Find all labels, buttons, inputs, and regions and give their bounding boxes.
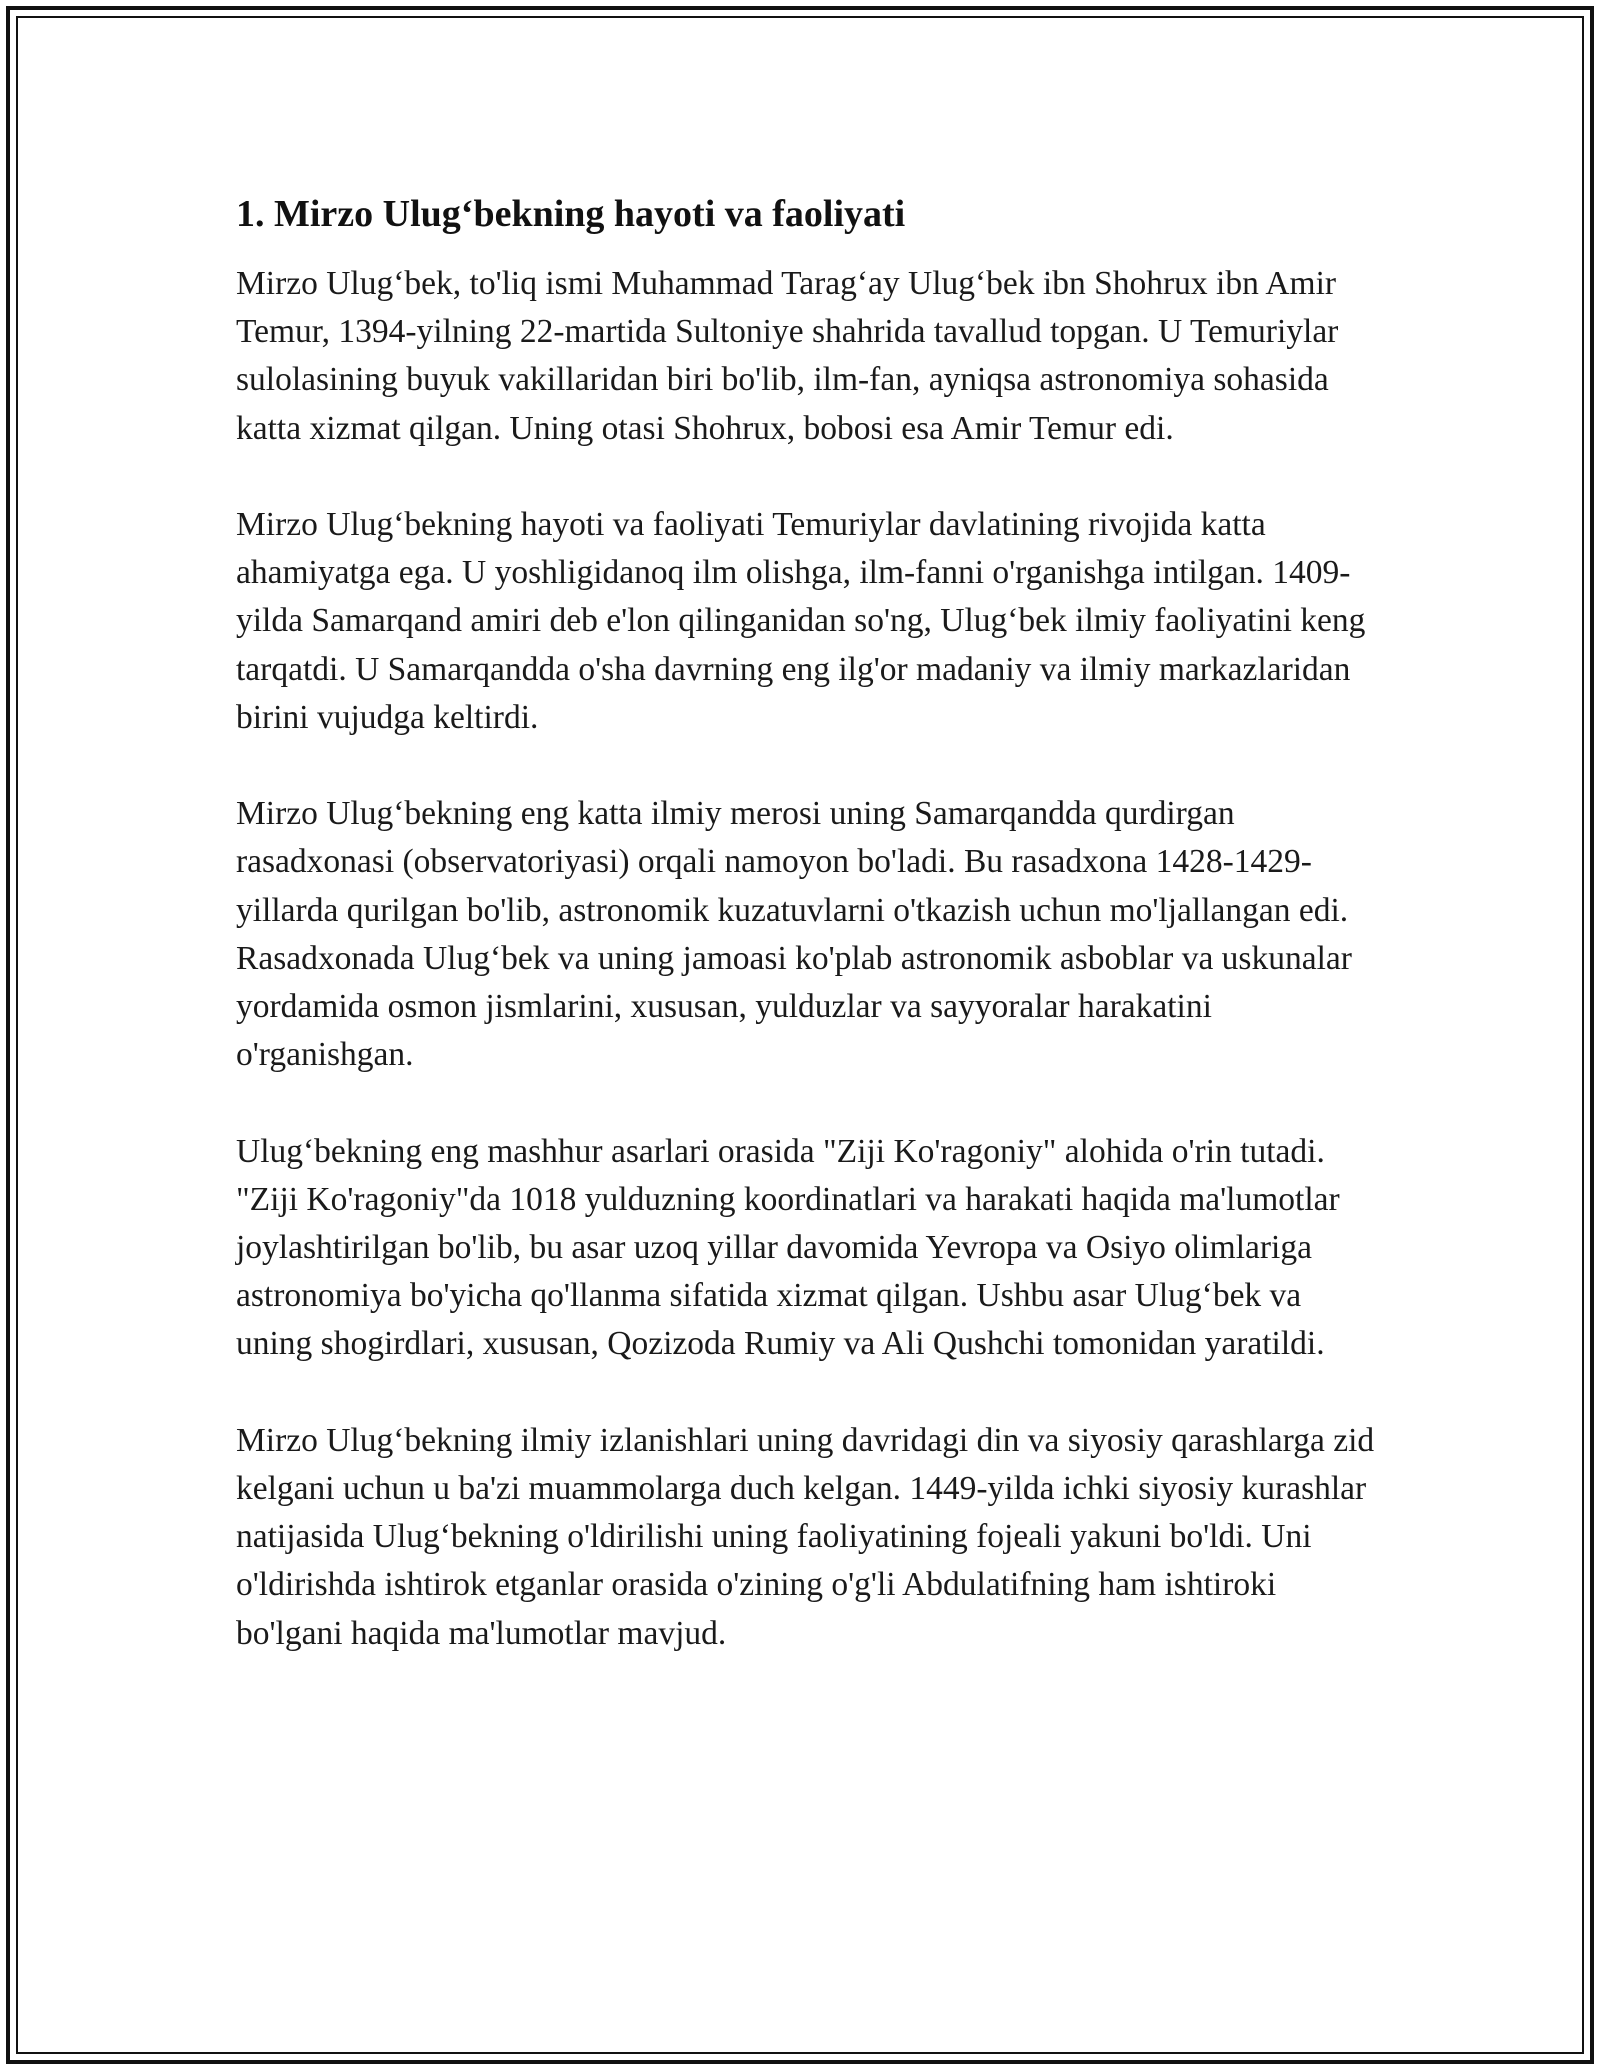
paragraph-observatory: Mirzo Ulug‘bekning eng katta ilmiy merosi uning Samarqandda qurdirgan rasadxonasi (observatoriyasi) orqali namoyon bo'ladi. Bu rasadxona 1428-1429-yillarda qurilgan bo'lib, astronomik kuzatuvlarni o'tkazish uchun mo'ljallangan edi. Rasadxonada Ulug‘bek va uning jamoasi ko'plab astronomik asboblar va uskunalar yordamida osmon jismlarini, xususan, yulduzlar va sayyoralar harakatini o'rganishgan. xyxy=(236,795,1352,1074)
paragraph-death: Mirzo Ulug‘bekning ilmiy izlanishlari uning davridagi din va siyosiy qarashlarga zid kelgani uchun u ba'zi muammolarga duch kelgan. 1449-yilda ichki siyosiy kurashlar natijasida Ulug‘bekning o'ldirilishi uning faoliyatining fojeali yakuni bo'ldi. Uni o'ldirishda ishtirok etganlar orasida o'zining o'g'li Abdulatifning ham ishtiroki bo'lgani haqida ma'lumotlar mavjud. xyxy=(236,1421,1375,1652)
paragraph-ziji-koragoniy: Ulug‘bekning eng mashhur asarlari orasida "Ziji Ko'ragoniy" alohida o'rin tutadi. "Ziji Ko'ragoniy"da 1018 yulduzning koordinatlari va harakati haqida ma'lumotlar joylashtirilgan bo'lib, bu asar uzoq yillar davomida Yevropa va Osiyo olimlariga astronomiya bo'yicha qo'llanma sifatida xizmat qilgan. Ushbu asar Ulug‘bek va uning shogirdlari, xususan, Qozizoda Rumiy va Ali Qushchi tomonidan yaratildi. xyxy=(236,1132,1340,1363)
section-heading: 1. Mirzo Ulug‘bekning hayoti va faoliyati xyxy=(236,193,906,235)
paragraph-life-activity: Mirzo Ulug‘bekning hayoti va faoliyati Temuriylar davlatining rivojida katta ahamiyatga ega. U yoshligidanoq ilm olishga, ilm-fanni o'rganishga intilgan. 1409-yilda Samarqand amiri deb e'lon qilinganidan so'ng, Ulug‘bek ilmiy faoliyatini keng tarqatdi. U Samarqandda o'sha davrning eng ilg'or madaniy va ilmiy markazlaridan birini vujudga keltirdi. xyxy=(236,506,1366,736)
paragraph-biography: Mirzo Ulug‘bek, to'liq ismi Muhammad Tarag‘ay Ulug‘bek ibn Shohrux ibn Amir Temur, 1394-yilning 22-martida Sultoniye shahrida tavallud topgan. U Temuriylar sulolasining buyuk vakillaridan biri bo'lib, ilm-fan, ayniqsa astronomiya sohasida katta xizmat qilgan. Uning otasi Shohrux, bobosi esa Amir Temur edi. xyxy=(236,265,1339,447)
document-body xyxy=(236,188,1376,1706)
